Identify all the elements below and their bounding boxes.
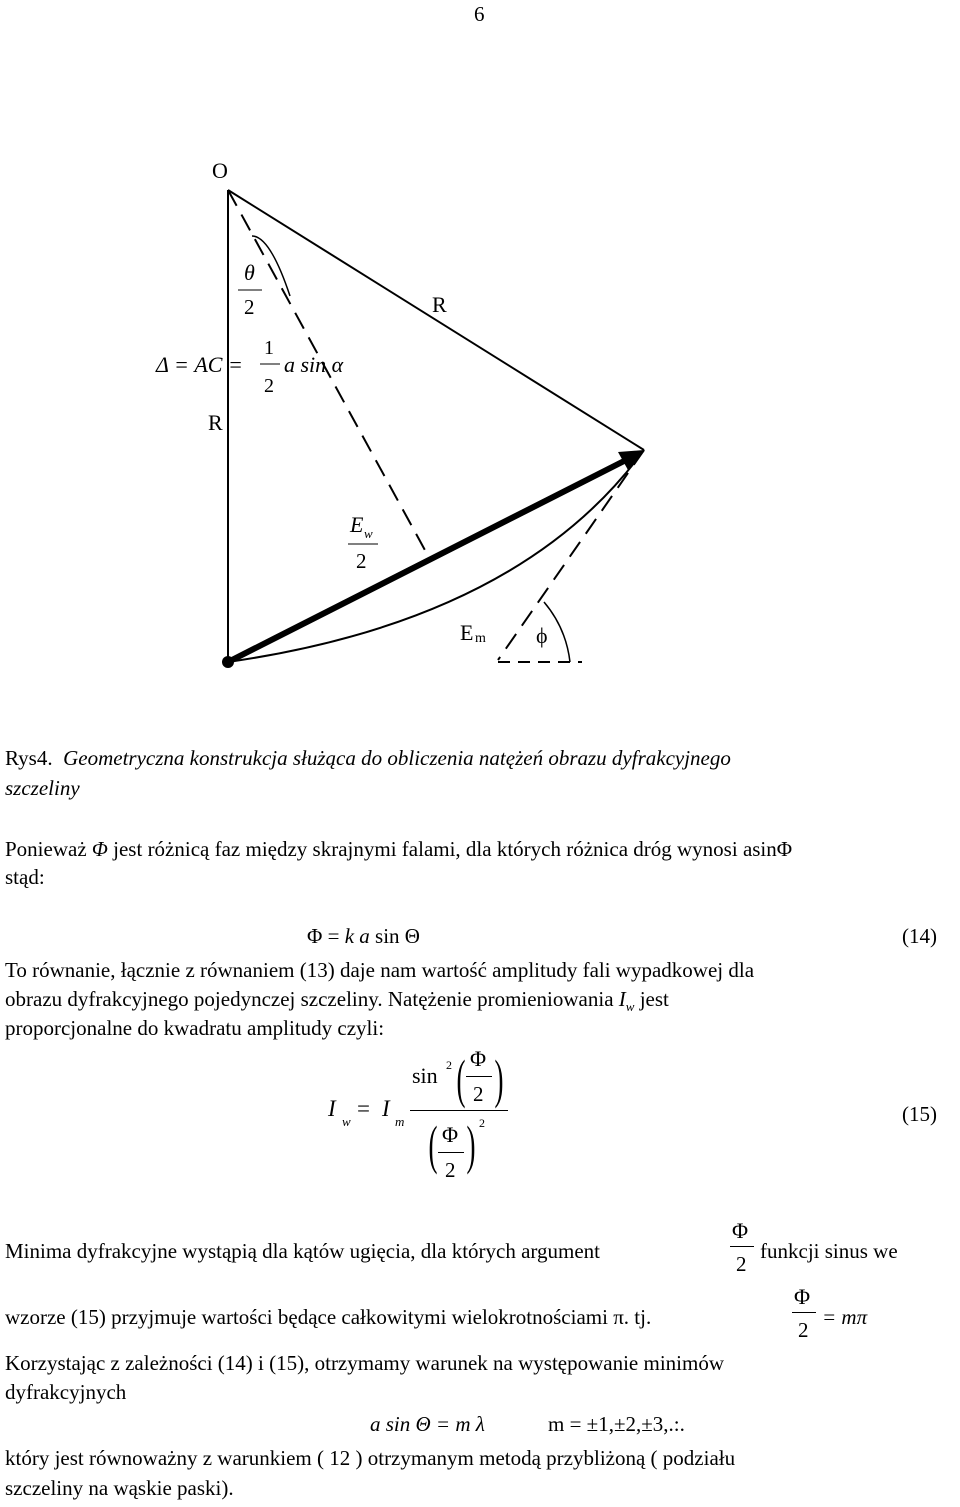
para3-line2-bar (792, 1312, 816, 1313)
eq15-paren-close-bot: ) (466, 1115, 476, 1175)
eq15-Im: I (382, 1096, 390, 1121)
phi-arc (544, 602, 570, 662)
para3-line1-a: Minima dyfrakcyjne wystąpią dla kątów ugięcia, dla których argument (5, 1239, 601, 1263)
half-den: 2 (264, 375, 274, 397)
equation-14-number: (14) (902, 924, 937, 948)
para2-line3: proporcjonalne do kwadratu amplitudy czyli: (5, 1016, 385, 1040)
eq15-two-top: 2 (473, 1082, 484, 1106)
para3-line2-den: 2 (798, 1318, 809, 1342)
eq15-sq-bot: 2 (479, 1116, 485, 1130)
dashed-tip-line (498, 450, 644, 660)
para1-text-a: Ponieważ (5, 837, 92, 861)
para2-I: I (618, 987, 626, 1011)
eq15-I: I (328, 1096, 336, 1121)
para5-line2: szczeliny na wąskie paski). (5, 1476, 234, 1500)
resultant-arrow (228, 458, 630, 662)
theta-den: 2 (244, 295, 255, 319)
para4-line2: dyfrakcyjnych (5, 1380, 127, 1404)
ew-sub: w (364, 526, 373, 541)
equation-15-number: (15) (902, 1102, 937, 1126)
eq15-eq: = (357, 1096, 370, 1121)
eq15-paren-open-bot: ( (428, 1115, 438, 1175)
eq15-inner-bar-bot (438, 1152, 464, 1153)
label-O: O (212, 158, 228, 183)
eq15-paren-close-top: ) (494, 1049, 504, 1109)
em-sub: m (475, 631, 486, 646)
eq15-m: m (395, 1114, 405, 1129)
minima-condition: m = ±1,±2,±3,.:. (548, 1412, 685, 1436)
page-number: 6 (474, 2, 485, 26)
para2-text-b: jest (634, 987, 669, 1011)
minima-equation: a sin Θ = m λ (370, 1412, 485, 1436)
para4-line1: Korzystając z zależności (14) i (15), otrzymamy warunek na występowanie minimów (5, 1351, 725, 1375)
half-num: 1 (264, 337, 274, 359)
eq15-inner-bar-top (466, 1076, 492, 1077)
para3-frac-bar (730, 1246, 754, 1247)
para2-line1: To równanie, łącznie z równaniem (13) daje nam wartość amplitudy fali wypadkowej dla (5, 958, 755, 982)
para3-line2-eq: = mπ (822, 1305, 868, 1329)
figure-caption (5, 744, 731, 772)
equation-14 (307, 922, 420, 950)
para2-text-a: obrazu dyfrakcyjnego pojedynczej szczeliny. Natężenie promieniowania (5, 987, 619, 1011)
para5-line1: który jest równoważny z warunkiem ( 12 ) otrzymanym metodą przybliżoną ( podziału (5, 1446, 736, 1470)
ew-num: E (350, 512, 364, 537)
phi-label: ϕ (536, 623, 548, 648)
eq15-two-bot: 2 (445, 1158, 456, 1182)
eq15-sin: sin (412, 1063, 438, 1088)
eq15-paren-open-top: ( (456, 1049, 466, 1109)
eq15-main-bar (410, 1110, 508, 1111)
ew-den: 2 (356, 549, 367, 573)
delta-rhs: a sin α (284, 352, 344, 377)
para1-line1 (5, 835, 792, 863)
para2-w: w (625, 999, 635, 1015)
para1-phi: Φ (91, 837, 108, 861)
caption-text: Geometryczna konstrukcja służąca do obliczenia natężeń obrazu dyfrakcyjnego (63, 746, 731, 770)
para1-line2: stąd: (5, 865, 45, 889)
eq14-k: k a (344, 924, 370, 948)
eq15-w: w (342, 1114, 351, 1129)
para3-frac-num: Φ (732, 1218, 749, 1243)
label-R-left: R (208, 410, 223, 435)
em-main: E (460, 620, 474, 645)
para3-line2-num: Φ (794, 1284, 811, 1309)
delta-lhs: Δ = AC = (156, 352, 243, 377)
eq15-phi-bot: Φ (442, 1122, 459, 1147)
line-O-to-tip (228, 190, 644, 450)
para3-frac-den: 2 (736, 1252, 747, 1276)
para3-line1-b: funkcji sinus we (760, 1239, 898, 1263)
label-R-right: R (432, 292, 447, 317)
start-dot (222, 656, 234, 668)
eq15-phi-top: Φ (470, 1046, 487, 1071)
eq14-lhs: Φ = (307, 924, 345, 948)
caption-prefix: Rys4. (5, 746, 53, 770)
eq14-rhs: sin Θ (369, 924, 420, 948)
para3-line2-a: wzorze (15) przyjmuje wartości będące całkowitymi wielokrotnościami π. tj. (5, 1305, 652, 1329)
caption-text-line2: szczeliny (5, 776, 80, 800)
para1-text-b: jest różnicą faz między skrajnymi falami, dla których różnica dróg wynosi asinΦ (107, 837, 793, 861)
diffraction-figure (0, 0, 960, 720)
eq15-sq-top: 2 (446, 1058, 452, 1072)
theta-num: θ (244, 260, 255, 285)
